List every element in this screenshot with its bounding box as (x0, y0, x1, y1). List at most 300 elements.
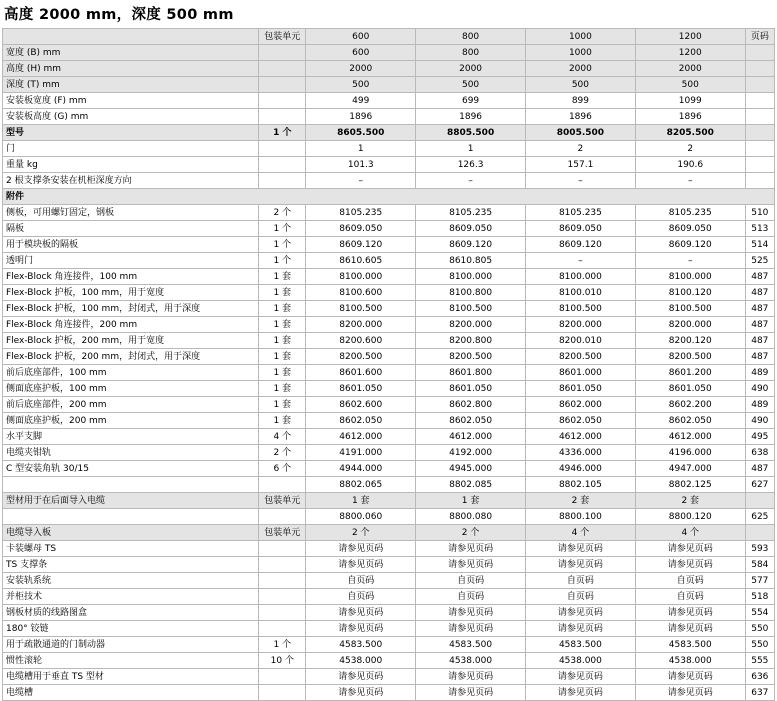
row-value-2: 4583.500 (416, 637, 526, 653)
row-value-4: 4538.000 (635, 653, 745, 669)
row-value-2: 8100.800 (416, 285, 526, 301)
header-width-3: 1000 (526, 29, 636, 45)
row-page-reference: 487 (745, 317, 774, 333)
row-value-4: 190.6 (635, 157, 745, 173)
header-page: 页码 (745, 29, 774, 45)
row-value-1: 8105.235 (306, 205, 416, 221)
table-row (3, 237, 775, 253)
table-row (3, 637, 775, 653)
row-value-1: 1 套 (306, 493, 416, 509)
row-unit: 1 套 (259, 301, 306, 317)
row-label: 安装板宽度 (F) mm (3, 93, 259, 109)
row-unit: 1 套 (259, 381, 306, 397)
table-row (3, 621, 775, 637)
row-label: 并柜技术 (3, 589, 259, 605)
row-unit (259, 109, 306, 125)
row-unit (259, 685, 306, 701)
table-row (3, 413, 775, 429)
row-label: 钢板材质的线路图盒 (3, 605, 259, 621)
row-page-reference (745, 173, 774, 189)
table-row (3, 253, 775, 269)
table-row (3, 173, 775, 189)
row-value-3: 请参见页码 (526, 621, 636, 637)
row-page-reference: 487 (745, 349, 774, 365)
row-value-1: 请参见页码 (306, 621, 416, 637)
row-label: 宽度 (B) mm (3, 45, 259, 61)
row-value-4: 8609.120 (635, 237, 745, 253)
row-value-1: 8609.120 (306, 237, 416, 253)
row-page-reference: 550 (745, 621, 774, 637)
row-value-4: 8100.120 (635, 285, 745, 301)
row-unit (259, 557, 306, 573)
row-label: 前后底座部件，100 mm (3, 365, 259, 381)
row-value-2: 8602.800 (416, 397, 526, 413)
row-value-1: 8601.600 (306, 365, 416, 381)
row-value-3: 请参见页码 (526, 669, 636, 685)
row-value-2: 8602.050 (416, 413, 526, 429)
row-page-reference: 636 (745, 669, 774, 685)
row-value-1: 500 (306, 77, 416, 93)
specification-table (2, 28, 775, 701)
row-unit: 1 套 (259, 397, 306, 413)
row-page-reference: 514 (745, 237, 774, 253)
row-value-4: 1896 (635, 109, 745, 125)
row-value-4: 请参见页码 (635, 557, 745, 573)
row-value-3: – (526, 253, 636, 269)
row-unit: 1 个 (259, 637, 306, 653)
table-row (3, 493, 775, 509)
row-value-2: 800 (416, 45, 526, 61)
row-value-3: 自页码 (526, 589, 636, 605)
row-value-1: 8200.500 (306, 349, 416, 365)
row-value-2: 8100.500 (416, 301, 526, 317)
section-heading: 附件 (3, 189, 775, 205)
row-value-3: 请参见页码 (526, 605, 636, 621)
row-value-4: 500 (635, 77, 745, 93)
row-value-1: 8100.000 (306, 269, 416, 285)
row-page-reference: 577 (745, 573, 774, 589)
row-label: 用于模块板的隔板 (3, 237, 259, 253)
row-value-3: 899 (526, 93, 636, 109)
table-row (3, 61, 775, 77)
row-page-reference: 518 (745, 589, 774, 605)
row-value-3: 4946.000 (526, 461, 636, 477)
row-page-reference: 550 (745, 637, 774, 653)
row-unit (259, 77, 306, 93)
row-page-reference: 525 (745, 253, 774, 269)
row-label: 隔板 (3, 221, 259, 237)
row-unit: 6 个 (259, 461, 306, 477)
row-value-3: – (526, 173, 636, 189)
row-value-4: 4612.000 (635, 429, 745, 445)
table-row (3, 573, 775, 589)
row-unit: 10 个 (259, 653, 306, 669)
row-page-reference: 487 (745, 301, 774, 317)
row-value-3: 1896 (526, 109, 636, 125)
row-unit: 2 个 (259, 445, 306, 461)
row-value-2: 699 (416, 93, 526, 109)
row-value-2: 8802.085 (416, 477, 526, 493)
table-row (3, 285, 775, 301)
row-value-4: 8200.500 (635, 349, 745, 365)
table-row (3, 125, 775, 141)
row-value-3: 4612.000 (526, 429, 636, 445)
row-label: 水平支脚 (3, 429, 259, 445)
row-value-3: 8609.050 (526, 221, 636, 237)
row-value-2: 自页码 (416, 573, 526, 589)
table-row (3, 541, 775, 557)
row-label: 前后底座部件，200 mm (3, 397, 259, 413)
row-value-1: 8200.600 (306, 333, 416, 349)
row-value-2: 请参见页码 (416, 669, 526, 685)
table-row (3, 77, 775, 93)
row-page-reference: 554 (745, 605, 774, 621)
row-value-3: 1000 (526, 45, 636, 61)
row-label: 高度 (H) mm (3, 61, 259, 77)
row-value-1: 请参见页码 (306, 605, 416, 621)
row-value-4: – (635, 253, 745, 269)
row-unit (259, 541, 306, 557)
row-page-reference: 513 (745, 221, 774, 237)
row-value-1: 499 (306, 93, 416, 109)
row-value-2: 126.3 (416, 157, 526, 173)
row-value-4: 请参见页码 (635, 621, 745, 637)
row-unit: 1 个 (259, 253, 306, 269)
row-page-reference: 555 (745, 653, 774, 669)
row-value-3: 8100.000 (526, 269, 636, 285)
row-unit (259, 669, 306, 685)
row-unit (259, 621, 306, 637)
row-value-3: 自页码 (526, 573, 636, 589)
row-value-4: 请参见页码 (635, 605, 745, 621)
row-value-4: – (635, 173, 745, 189)
row-label: 侧面底座护板，100 mm (3, 381, 259, 397)
row-page-reference (745, 93, 774, 109)
table-row (3, 301, 775, 317)
row-value-4: 2 (635, 141, 745, 157)
row-unit: 包装单元 (259, 525, 306, 541)
row-label: 安装板高度 (G) mm (3, 109, 259, 125)
row-page-reference: 490 (745, 413, 774, 429)
row-label: Flex-Block 护板，200 mm，用于宽度 (3, 333, 259, 349)
row-value-1: 4612.000 (306, 429, 416, 445)
row-value-1: 101.3 (306, 157, 416, 173)
row-label: Flex-Block 护板，100 mm，封闭式，用于深度 (3, 301, 259, 317)
row-value-3: 请参见页码 (526, 541, 636, 557)
row-value-1: 4944.000 (306, 461, 416, 477)
row-unit: 1 个 (259, 237, 306, 253)
row-page-reference: 490 (745, 381, 774, 397)
table-row (3, 205, 775, 221)
table-row (3, 141, 775, 157)
row-page-reference (745, 493, 774, 509)
header-width-4: 1200 (635, 29, 745, 45)
row-label: 型材用于在后面导入电缆 (3, 493, 259, 509)
row-value-1: – (306, 173, 416, 189)
row-unit: 1 个 (259, 125, 306, 141)
row-label: Flex-Block 护板，200 mm，封闭式，用于深度 (3, 349, 259, 365)
row-value-1: 8200.000 (306, 317, 416, 333)
row-page-reference: 495 (745, 429, 774, 445)
row-value-4: 8601.050 (635, 381, 745, 397)
row-label: 惯性滚轮 (3, 653, 259, 669)
row-label: 电缆夹钳轨 (3, 445, 259, 461)
row-unit (259, 61, 306, 77)
row-value-3: 请参见页码 (526, 557, 636, 573)
row-value-3: 4538.000 (526, 653, 636, 669)
table-row (3, 509, 775, 525)
row-page-reference: 593 (745, 541, 774, 557)
row-value-3: 8601.050 (526, 381, 636, 397)
row-value-2: 请参见页码 (416, 685, 526, 701)
row-value-2: 4538.000 (416, 653, 526, 669)
row-value-2: 1 套 (416, 493, 526, 509)
row-value-3: 8105.235 (526, 205, 636, 221)
row-page-reference: 510 (745, 205, 774, 221)
row-label: 透明门 (3, 253, 259, 269)
row-page-reference: 489 (745, 397, 774, 413)
row-value-4: 自页码 (635, 589, 745, 605)
row-label: 重量 kg (3, 157, 259, 173)
row-value-1: 请参见页码 (306, 685, 416, 701)
row-value-1: 请参见页码 (306, 557, 416, 573)
row-unit: 2 个 (259, 205, 306, 221)
row-value-1: 自页码 (306, 589, 416, 605)
row-value-3: 8200.500 (526, 349, 636, 365)
row-value-3: 8602.050 (526, 413, 636, 429)
row-label (3, 509, 259, 525)
header-width-1: 600 (306, 29, 416, 45)
row-value-2: 8609.050 (416, 221, 526, 237)
row-value-3: 4583.500 (526, 637, 636, 653)
table-row (3, 669, 775, 685)
table-row (3, 333, 775, 349)
row-value-4: 请参见页码 (635, 541, 745, 557)
row-value-1: 请参见页码 (306, 669, 416, 685)
row-value-4: 8200.000 (635, 317, 745, 333)
row-label: 电缆槽用于垂直 TS 型材 (3, 669, 259, 685)
row-label: 安装轨系统 (3, 573, 259, 589)
row-value-4: 请参见页码 (635, 669, 745, 685)
row-value-1: 2000 (306, 61, 416, 77)
row-value-2: 请参见页码 (416, 557, 526, 573)
row-value-4: 8205.500 (635, 125, 745, 141)
row-page-reference: 487 (745, 269, 774, 285)
row-value-4: 8602.050 (635, 413, 745, 429)
row-value-2: 请参见页码 (416, 605, 526, 621)
row-value-3: 8800.100 (526, 509, 636, 525)
table-row (3, 525, 775, 541)
row-value-2: 8200.500 (416, 349, 526, 365)
row-value-1: 2 个 (306, 525, 416, 541)
table-row (3, 189, 775, 205)
row-unit (259, 173, 306, 189)
row-value-2: 8805.500 (416, 125, 526, 141)
row-label: 2 根支撑条安装在机柜深度方向 (3, 173, 259, 189)
row-page-reference (745, 125, 774, 141)
row-value-2: 500 (416, 77, 526, 93)
row-page-reference: 487 (745, 461, 774, 477)
row-page-reference (745, 77, 774, 93)
table-row (3, 269, 775, 285)
row-value-2: 自页码 (416, 589, 526, 605)
row-page-reference: 489 (745, 365, 774, 381)
row-unit (259, 605, 306, 621)
row-value-1: 8100.600 (306, 285, 416, 301)
row-value-2: 4945.000 (416, 461, 526, 477)
row-label: C 型安装角轨 30/15 (3, 461, 259, 477)
table-row (3, 317, 775, 333)
row-unit (259, 141, 306, 157)
table-row (3, 381, 775, 397)
row-page-reference: 584 (745, 557, 774, 573)
row-label: TS 支撑条 (3, 557, 259, 573)
row-value-2: 4612.000 (416, 429, 526, 445)
row-unit: 1 套 (259, 333, 306, 349)
row-value-1: 请参见页码 (306, 541, 416, 557)
row-page-reference (745, 141, 774, 157)
row-value-4: 2 套 (635, 493, 745, 509)
row-page-reference: 487 (745, 285, 774, 301)
row-value-3: 2 套 (526, 493, 636, 509)
row-unit (259, 45, 306, 61)
row-page-reference (745, 525, 774, 541)
row-value-3: 8200.000 (526, 317, 636, 333)
row-unit: 1 套 (259, 317, 306, 333)
row-value-4: 1200 (635, 45, 745, 61)
table-row (3, 685, 775, 701)
row-page-reference: 625 (745, 509, 774, 525)
row-value-2: 8800.080 (416, 509, 526, 525)
row-value-4: 2000 (635, 61, 745, 77)
row-unit (259, 477, 306, 493)
row-unit: 包装单元 (259, 493, 306, 509)
row-value-2: 2000 (416, 61, 526, 77)
row-value-2: 8200.800 (416, 333, 526, 349)
row-unit (259, 93, 306, 109)
row-value-2: – (416, 173, 526, 189)
row-value-4: 请参见页码 (635, 685, 745, 701)
row-value-1: 8605.500 (306, 125, 416, 141)
row-unit: 1 套 (259, 413, 306, 429)
row-value-4: 1099 (635, 93, 745, 109)
row-unit: 1 套 (259, 269, 306, 285)
row-page-reference (745, 157, 774, 173)
row-value-2: 8610.805 (416, 253, 526, 269)
row-value-1: 4191.000 (306, 445, 416, 461)
row-value-4: 4 个 (635, 525, 745, 541)
row-unit: 1 套 (259, 349, 306, 365)
table-body (3, 29, 775, 701)
row-value-3: 2 (526, 141, 636, 157)
row-value-1: 8100.500 (306, 301, 416, 317)
table-row (3, 397, 775, 413)
row-value-4: 4583.500 (635, 637, 745, 653)
row-value-1: 8602.600 (306, 397, 416, 413)
header-width-2: 800 (416, 29, 526, 45)
row-value-4: 8602.200 (635, 397, 745, 413)
row-value-1: 600 (306, 45, 416, 61)
row-unit: 4 个 (259, 429, 306, 445)
row-value-2: 请参见页码 (416, 541, 526, 557)
row-value-1: 自页码 (306, 573, 416, 589)
row-value-1: 4583.500 (306, 637, 416, 653)
row-value-2: 1896 (416, 109, 526, 125)
row-value-2: 1 (416, 141, 526, 157)
table-row (3, 45, 775, 61)
row-value-4: 8100.500 (635, 301, 745, 317)
row-unit: 1 套 (259, 365, 306, 381)
row-page-reference: 627 (745, 477, 774, 493)
row-label: 侧板，可用螺钉固定，钢板 (3, 205, 259, 221)
row-label: 180° 铰链 (3, 621, 259, 637)
row-label (3, 477, 259, 493)
table-row (3, 157, 775, 173)
row-unit (259, 157, 306, 173)
table-row (3, 109, 775, 125)
row-value-1: 8609.050 (306, 221, 416, 237)
table-row (3, 557, 775, 573)
row-value-1: 1 (306, 141, 416, 157)
row-value-4: 8802.125 (635, 477, 745, 493)
row-value-4: 4196.000 (635, 445, 745, 461)
row-value-1: 8802.065 (306, 477, 416, 493)
row-value-1: 8602.050 (306, 413, 416, 429)
row-unit (259, 509, 306, 525)
row-value-4: 8800.120 (635, 509, 745, 525)
row-label: 卡装螺母 TS (3, 541, 259, 557)
row-value-3: 8100.010 (526, 285, 636, 301)
row-value-1: 8601.050 (306, 381, 416, 397)
row-label: 用于疏散通道的门制动器 (3, 637, 259, 653)
table-row (3, 349, 775, 365)
row-value-4: 8100.000 (635, 269, 745, 285)
row-value-1: 4538.000 (306, 653, 416, 669)
row-value-3: 4 个 (526, 525, 636, 541)
page-title: 高度 2000 mm，深度 500 mm (4, 7, 234, 23)
row-value-4: 8601.200 (635, 365, 745, 381)
row-value-3: 8609.120 (526, 237, 636, 253)
row-value-3: 8602.000 (526, 397, 636, 413)
row-label: Flex-Block 护板，100 mm，用于宽度 (3, 285, 259, 301)
row-page-reference: 487 (745, 333, 774, 349)
table-header-row (3, 29, 775, 45)
row-value-2: 8100.000 (416, 269, 526, 285)
row-label: Flex-Block 角连接件，200 mm (3, 317, 259, 333)
row-unit (259, 573, 306, 589)
row-unit (259, 589, 306, 605)
table-row (3, 93, 775, 109)
header-blank-cell (3, 29, 259, 45)
row-value-3: 8100.500 (526, 301, 636, 317)
row-label: 侧面底座护板，200 mm (3, 413, 259, 429)
table-row (3, 605, 775, 621)
row-page-reference (745, 109, 774, 125)
row-value-3: 8601.000 (526, 365, 636, 381)
table-row (3, 365, 775, 381)
header-packaging-unit: 包装单元 (259, 29, 306, 45)
row-label: 型号 (3, 125, 259, 141)
row-label: 门 (3, 141, 259, 157)
row-label: 电缆导入板 (3, 525, 259, 541)
row-unit: 1 套 (259, 285, 306, 301)
table-row (3, 589, 775, 605)
row-value-2: 8601.800 (416, 365, 526, 381)
table-row (3, 477, 775, 493)
row-value-2: 8609.120 (416, 237, 526, 253)
row-value-3: 4336.000 (526, 445, 636, 461)
row-value-2: 2 个 (416, 525, 526, 541)
